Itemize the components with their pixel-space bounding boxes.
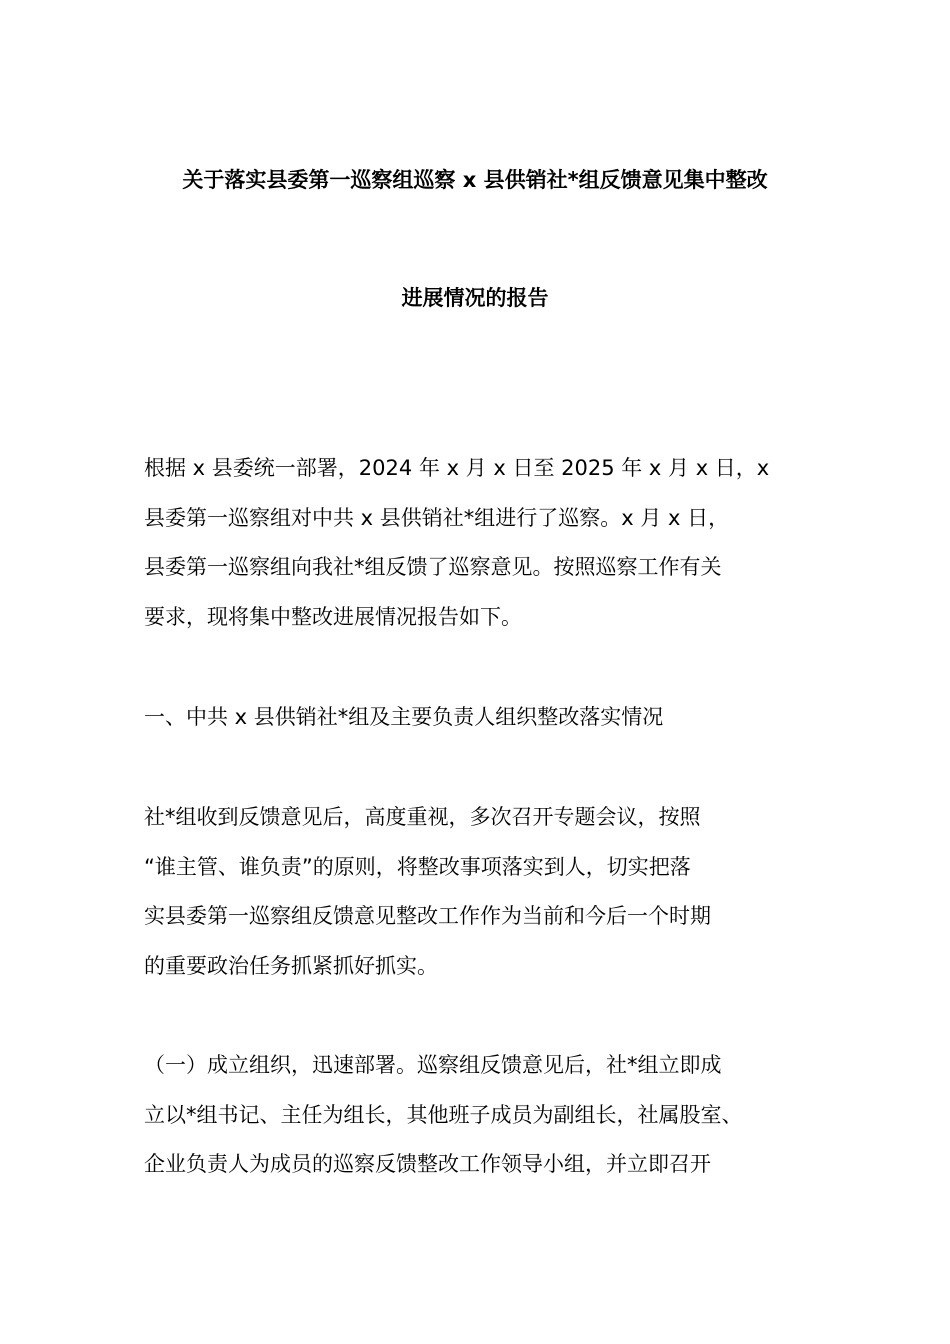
paragraph-subsection-1 (144, 1041, 844, 1190)
paragraph-line: 县委第一巡察组对中共 x 县供销社*组进行了巡察。x 月 x 日， (144, 505, 730, 530)
paragraph-line: 立以*组书记、主任为组长，其他班子成员为副组长，社属股室、 (144, 1102, 743, 1127)
section-heading-1 (144, 693, 844, 743)
paragraph-line: “谁主管、谁负责”的原则，将整改事项落实到人，切实把落 (144, 854, 691, 879)
paragraph-line: 实县委第一巡察组反馈意见整改工作作为当前和今后一个时期 (144, 904, 711, 928)
paragraph-line: 社*组收到反馈意见后，高度重视，多次召开专题会议，按照 (144, 805, 701, 829)
document-title-line-1: 关于落实县委第一巡察组巡察 x 县供销社*组反馈意见集中整改 (182, 168, 768, 192)
paragraph-line: 县委第一巡察组向我社*组反馈了巡察意见。按照巡察工作有关 (144, 555, 722, 579)
paragraph-intro (144, 444, 844, 642)
paragraph-section-1 (144, 793, 844, 991)
document-title-line-2: 进展情况的报告 (401, 286, 549, 310)
paragraph-line: 企业负责人为成员的巡察反馈整改工作领导小组，并立即召开 (144, 1152, 711, 1176)
section-heading-text: 一、中共 x 县供销社*组及主要负责人组织整改落实情况 (144, 705, 664, 729)
paragraph-line: （一）成立组织，迅速部署。巡察组反馈意见后，社*组立即成 (144, 1053, 722, 1077)
paragraph-line: 要求，现将集中整改进展情况报告如下。 (144, 604, 522, 629)
paragraph-line: 根据 x 县委统一部署，2024 年 x 月 x 日至 2025 年 x 月 x 日，x (144, 456, 770, 480)
paragraph-line: 的重要政治任务抓紧抓好抓实。 (144, 953, 438, 978)
